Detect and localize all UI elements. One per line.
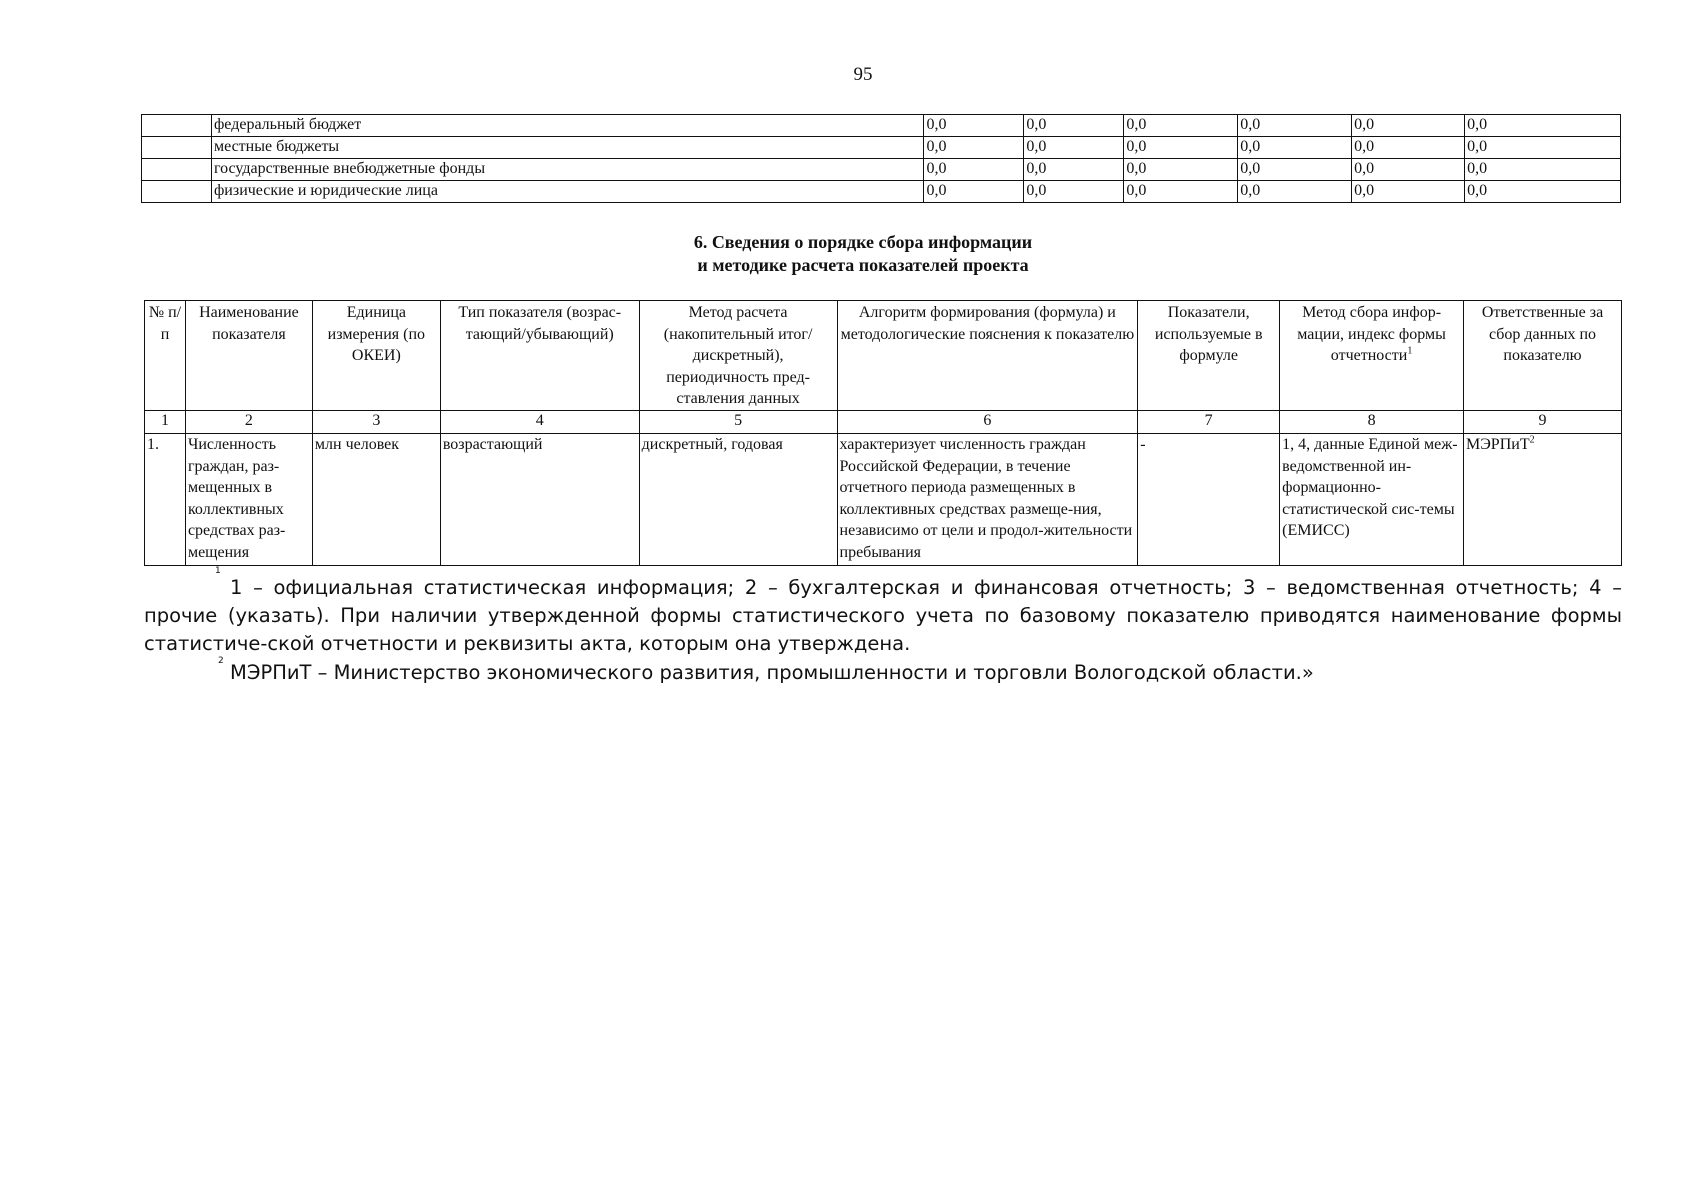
footnote-mark-1: 1 [215,566,221,576]
header-type: Тип показателя (возрас-тающий/убывающий) [440,301,639,411]
column-number: 6 [837,411,1138,434]
header-method: Метод расчета (накопительный итог/дискретный), периодичность пред-ставления данных [639,301,837,411]
funding-row-value: 0,0 [1352,159,1465,181]
column-number: 9 [1464,411,1622,434]
header-collection-method [1280,301,1464,411]
column-number: 3 [312,411,440,434]
funding-row-value: 0,0 [1024,159,1124,181]
funding-row-value: 0,0 [1238,159,1352,181]
funding-row-value: 0,0 [1238,181,1352,203]
funding-row-value: 0,0 [1124,181,1238,203]
header-responsible: Ответственные за сбор данных по показателю [1464,301,1622,411]
funding-row-value: 0,0 [1465,115,1621,137]
table-row [145,434,1622,566]
column-number: 4 [440,411,639,434]
funding-row-blank [142,181,212,203]
funding-row-value: 0,0 [1465,137,1621,159]
funding-row-value: 0,0 [1238,137,1352,159]
funding-table [141,114,1621,203]
row-method: дискретный, годовая [639,434,837,566]
funding-row-value: 0,0 [1352,181,1465,203]
funding-row-value: 0,0 [1238,115,1352,137]
header-name: Наименование показателя [185,301,312,411]
column-number-row [145,411,1622,434]
funding-row-value: 0,0 [1352,137,1465,159]
funding-row-label: местные бюджеты [211,137,924,159]
footnote-ref-1: 1 [1407,345,1413,357]
funding-row-value: 0,0 [1465,181,1621,203]
column-number: 7 [1138,411,1280,434]
header-collection-method-label: Метод сбора инфор-мации, индекс формы отчетности [1297,304,1446,364]
footnote-1: 1 – официальная статистическая информация; 2 – бухгалтерская и финансовая отчетность; 3 – ведомственная отчетность; 4 – прочие (указать). При наличии утвержденной формы статистического учета по базовому показателю приводятся наименование формы статистиче-ской отчетности и реквизиты акта, которым она утверждена. [144,576,1622,655]
funding-row [142,115,1621,137]
funding-row-value: 0,0 [1024,181,1124,203]
section-title-line2: и методике расчета показателей проекта [697,255,1029,275]
funding-row [142,159,1621,181]
row-num: 1. [145,434,186,566]
footnote-2: МЭРПиТ – Министерство экономического развития, промышленности и торговли Вологодской области.» [230,661,1314,684]
row-collection-method: 1, 4, данные Единой меж-ведомственной ин-формационно-статистической сис-темы (ЕМИСС) [1280,434,1464,566]
column-number: 5 [639,411,837,434]
header-algorithm: Алгоритм формирования (формула) и методологические пояснения к показателю [837,301,1138,411]
footnote-mark-2: 2 [218,656,224,666]
funding-row [142,181,1621,203]
column-number: 8 [1280,411,1464,434]
row-responsible [1464,434,1622,566]
indicator-info-table [144,300,1622,566]
header-indicators: Показатели, используемые в формуле [1138,301,1280,411]
funding-row-label: федеральный бюджет [211,115,924,137]
section-title-line1: 6. Сведения о порядке сбора информации [693,232,1033,252]
funding-row-value: 0,0 [1352,115,1465,137]
row-unit: млн человек [312,434,440,566]
header-row [145,301,1622,411]
funding-row-value: 0,0 [924,115,1024,137]
column-number: 1 [145,411,186,434]
footnote-ref-2: 2 [1529,434,1535,446]
funding-row-value: 0,0 [1124,137,1238,159]
funding-row-value: 0,0 [1124,115,1238,137]
funding-row-value: 0,0 [1465,159,1621,181]
funding-row-label: физические и юридические лица [211,181,924,203]
funding-row-value: 0,0 [1124,159,1238,181]
funding-row-value: 0,0 [924,159,1024,181]
row-name: Численность граждан, раз-мещенных в коллективных средствах раз-мещения [185,434,312,566]
funding-row-value: 0,0 [1024,137,1124,159]
row-responsible-label: МЭРПиТ [1466,436,1530,453]
column-number: 2 [185,411,312,434]
row-indicators: - [1138,434,1280,566]
header-num: № п/п [145,301,186,411]
funding-row-blank [142,159,212,181]
funding-row-label: государственные внебюджетные фонды [211,159,924,181]
row-algorithm: характеризует численность граждан Российской Федерации, в течение отчетного периода размещенных в коллективных средствах размеще-ния, независимо от цели и продол-жительности пребывания [837,434,1138,566]
page-number: 95 [853,64,873,85]
funding-row-value: 0,0 [924,137,1024,159]
header-unit: Единица измерения (по ОКЕИ) [312,301,440,411]
funding-row [142,137,1621,159]
row-type: возрастающий [440,434,639,566]
funding-row-blank [142,115,212,137]
section-title [0,231,1697,277]
funding-row-value: 0,0 [1024,115,1124,137]
funding-row-value: 0,0 [924,181,1024,203]
funding-row-blank [142,137,212,159]
